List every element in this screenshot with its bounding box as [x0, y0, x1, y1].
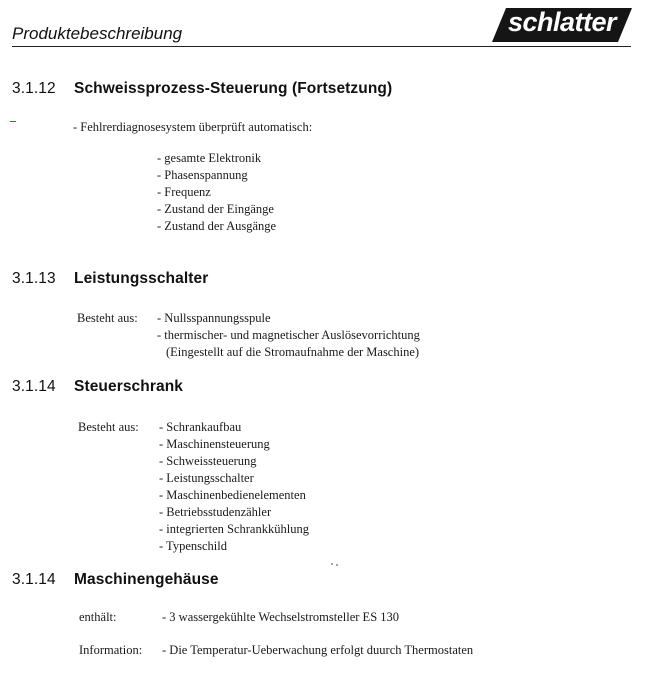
list-item: - Schrankaufbau — [159, 420, 242, 434]
section-heading-3-1-13 — [12, 270, 208, 288]
list-item: - thermischer- und magnetischer Auslösevorrichtung — [157, 328, 420, 342]
list-item: - gesamte Elektronik — [157, 151, 262, 165]
section-number: 3.1.14 — [12, 571, 56, 588]
list-item: - Zustand der Eingänge — [157, 202, 274, 216]
section-number: 3.1.13 — [12, 270, 56, 287]
consists-of-label: Besteht aus: — [78, 420, 139, 434]
list-item: - integrierten Schrankkühlung — [159, 522, 309, 536]
contains-label: enthält: — [79, 610, 117, 624]
list-item: - Frequenz — [157, 185, 211, 199]
margin-mark — [10, 121, 16, 122]
list-item: - Maschinenbedienelementen — [159, 488, 306, 502]
list-item: - Nullsspannungsspule — [157, 311, 271, 325]
scan-speck — [331, 563, 333, 565]
information-value: - Die Temperatur-Ueberwachung erfolgt duurch Thermostaten — [162, 643, 474, 657]
list-item: - Maschinensteuerung — [159, 437, 270, 451]
section-title: Leistungsschalter — [74, 270, 209, 287]
section-title: Schweissprozess-Steuerung (Fortsetzung) — [74, 80, 393, 97]
section-number: 3.1.14 — [12, 378, 56, 395]
section-heading-3-1-12 — [12, 80, 392, 98]
list-item: - Zustand der Ausgänge — [157, 219, 277, 233]
list-item: - Phasenspannung — [157, 168, 248, 182]
schlatter-logo — [492, 6, 632, 44]
section-title: Steuerschrank — [74, 378, 183, 395]
contains-value: - 3 wassergekühlte Wechselstromsteller ES 130 — [162, 610, 400, 624]
section-number: 3.1.12 — [12, 80, 56, 97]
section-heading-3-1-14-maschinengehaeuse — [12, 571, 219, 589]
page-title: Produktebeschreibung — [12, 24, 183, 43]
header-divider — [12, 46, 631, 47]
section-heading-3-1-14-steuerschrank — [12, 378, 183, 396]
list-item: - Typenschild — [159, 539, 227, 553]
diagnosis-intro: - Fehlrerdiagnosesystem überprüft automatisch: — [73, 120, 313, 134]
consists-of-label: Besteht aus: — [77, 311, 138, 325]
list-item: - Leistungsschalter — [159, 471, 254, 485]
logo-text: schlatter — [507, 7, 617, 37]
list-item-note: (Eingestellt auf die Stromaufnahme der Maschine) — [166, 345, 420, 359]
scan-speck — [336, 564, 338, 566]
information-label: Information: — [79, 643, 143, 657]
list-item: - Schweissteuerung — [159, 454, 257, 468]
section-title: Maschinengehäuse — [74, 571, 219, 588]
list-item: - Betriebsstudenzähler — [159, 505, 272, 519]
